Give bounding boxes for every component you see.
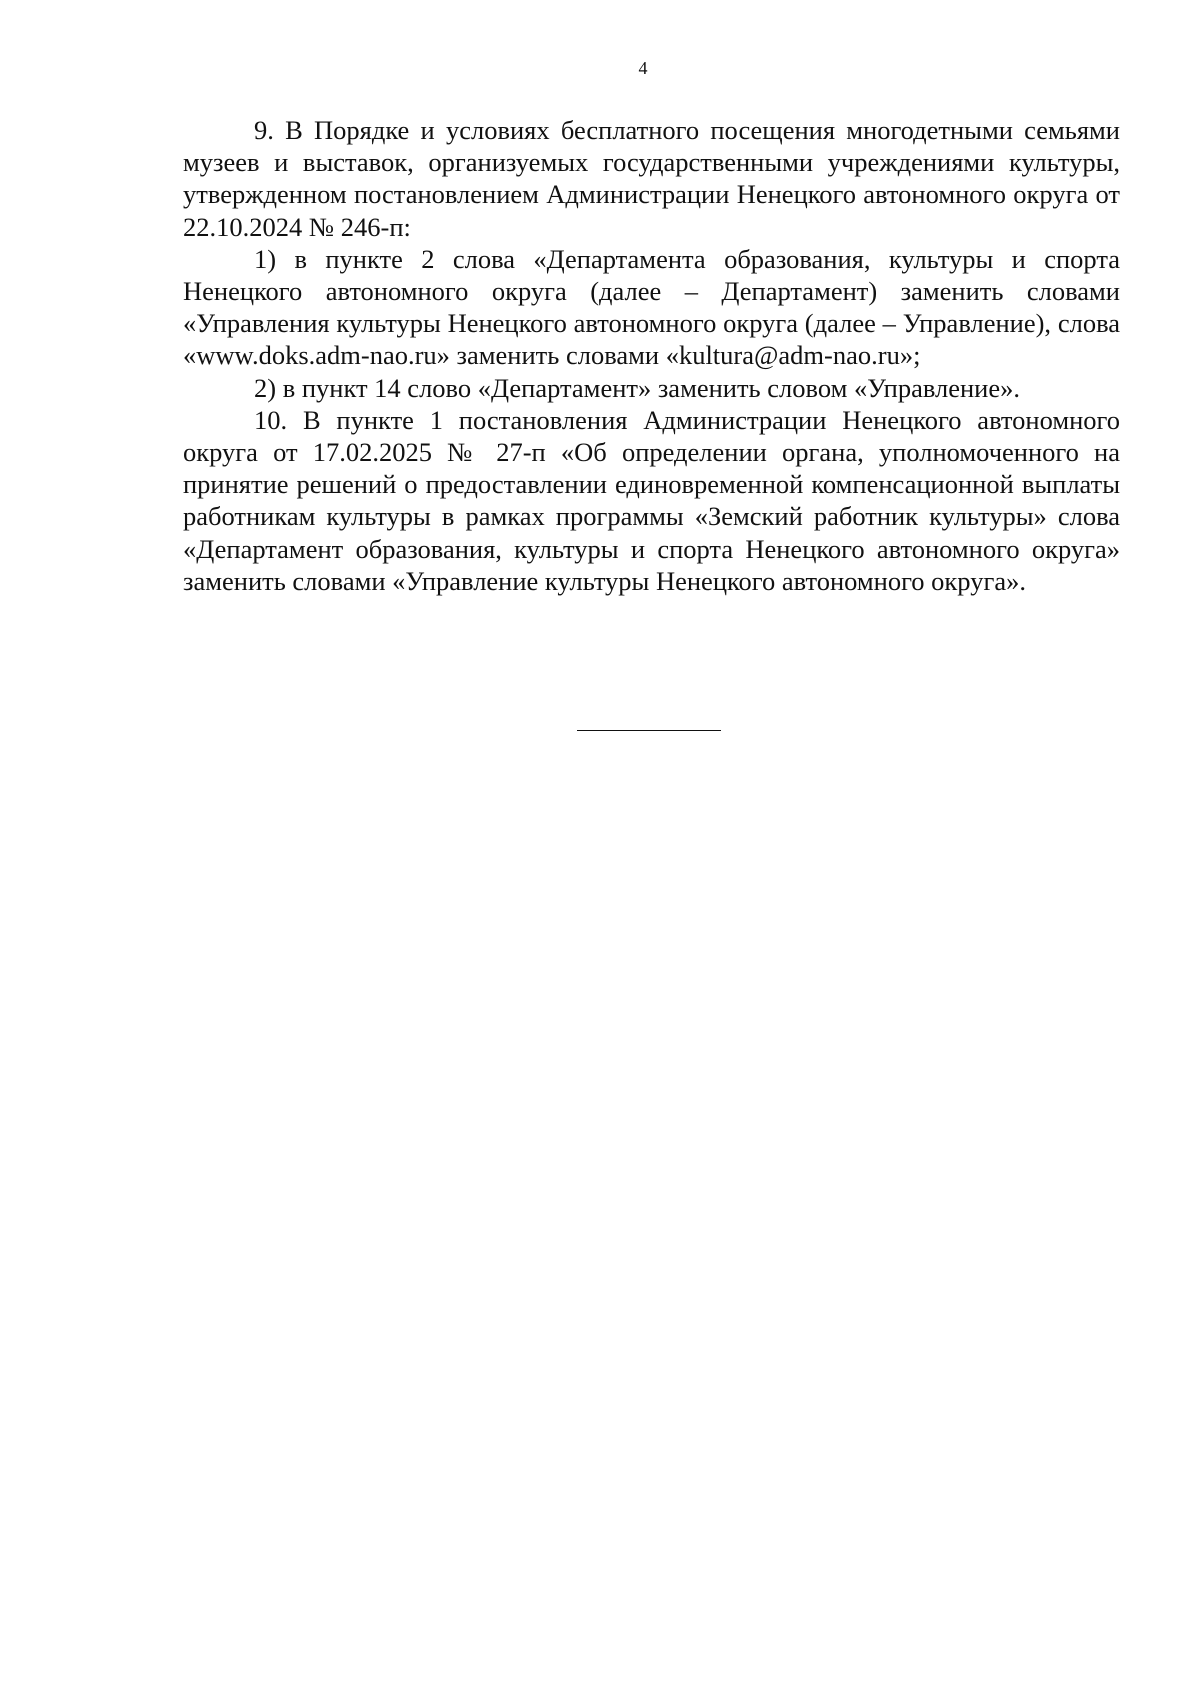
paragraph-item-9: 9. В Порядке и условиях бесплатного посещения многодетными семьями музеев и выставок, организуемых государственными учреждениями культуры, утвержденном постановлением Администрации Ненецкого автономного округа от 22.10.2024 № 246-п: xyxy=(183,115,1120,242)
paragraph-subitem-2: 2) в пункт 14 слово «Департамент» заменить словом «Управление». xyxy=(254,372,1020,403)
paragraph-subitem-1: 1) в пункте 2 слова «Департамента образования, культуры и спорта Ненецкого автономного округа (далее – Департамент) заменить словами «Управления культуры Ненецкого автономного округа (далее – Управление), слова «www.doks.adm-nao.ru» заменить словами «kultura@adm-nao.ru»; xyxy=(183,243,1120,371)
end-separator-line xyxy=(577,730,721,731)
paragraph-item-10: 10. В пункте 1 постановления Администрации Ненецкого автономного округа от 17.02.2025 № 27-п «Об определении органа, уполномоченного на принятие решений о предоставлении единовременной компенсационной выплаты работникам культуры в рамках программы «Земский работник культуры» слова «Департамент образования, культуры и спорта Ненецкого автономного округа» заменить словами «Управление культуры Ненецкого автономного округа». xyxy=(183,404,1120,596)
page-number: 4 xyxy=(638,58,648,78)
document-body xyxy=(183,114,1120,597)
